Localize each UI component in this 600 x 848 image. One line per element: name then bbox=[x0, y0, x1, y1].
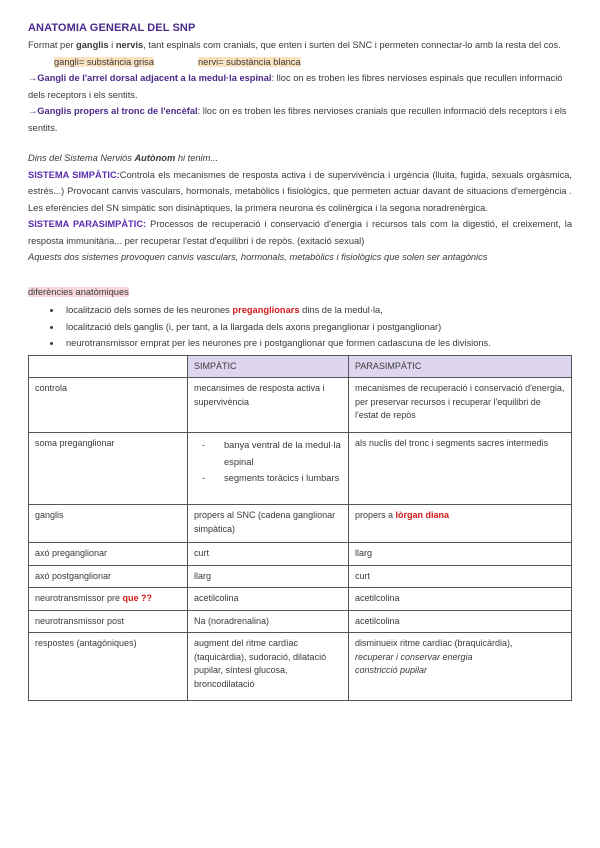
differences-list bbox=[28, 302, 572, 352]
cell-line: constricció pupilar bbox=[355, 665, 428, 675]
highlight-gangli: gangli= substància grisa bbox=[54, 56, 155, 67]
parasimpatic-paragraph bbox=[28, 216, 572, 249]
header-simpatic: SIMPÀTIC bbox=[188, 355, 349, 378]
cell-simpatic: mecansimes de resposta activa i supervivència bbox=[188, 378, 349, 433]
list-item: • localització dels ganglis (i, per tant, a la llargada dels axons preganglionar i postganglionar) bbox=[62, 319, 572, 336]
term-ganglis: ganglis bbox=[76, 40, 109, 50]
bullet-text: dins de la medul·la, bbox=[299, 305, 383, 315]
cell-simpatic: propers al SNC (cadena ganglionar simpàtica) bbox=[188, 505, 349, 543]
parasimpatic-text: Processos de recuperació i conservació d'energia i recursos tals com la digestió, el creixement, la resposta immunitària... per recuperar l'estat d'equilibri i de repòs. (exitació sexual) bbox=[28, 219, 573, 246]
list-item: - banya ventral de la medul·la espinal bbox=[220, 437, 342, 470]
cell-line: disminueix ritme cardíac (braquicàrdia), bbox=[355, 638, 513, 648]
cell-simpatic bbox=[188, 433, 349, 505]
differences-heading: diferències anatòmiques bbox=[28, 286, 129, 297]
parasimpatic-label: SISTEMA PARASIMPÀTIC: bbox=[28, 219, 147, 229]
table-row bbox=[29, 433, 572, 505]
header-empty-cell bbox=[29, 355, 188, 378]
table-header-row bbox=[29, 355, 572, 378]
antagonic-note: Aquests dos sistemes provoquen canvis vasculars, hormonals, metabòlics i fisiològics que solen ser antagònics bbox=[28, 252, 488, 262]
autonom-lead bbox=[28, 150, 572, 167]
row-label: neurotransmissor post bbox=[29, 610, 188, 633]
intro-paragraph bbox=[28, 37, 572, 70]
autonom-lead-text: Dins del Sistema Nerviós bbox=[28, 153, 135, 163]
table-row bbox=[29, 378, 572, 433]
differences-heading-line bbox=[28, 284, 572, 301]
cell-simpatic: acetilcolina bbox=[188, 588, 349, 611]
cell-simpatic: llarg bbox=[188, 565, 349, 588]
list-item: - segments toràcics i lumbars bbox=[220, 470, 342, 487]
row-label: ganglis bbox=[29, 505, 188, 543]
term-nervis: nervis bbox=[115, 40, 144, 50]
table-row bbox=[29, 543, 572, 566]
cell-parasimpatic: curt bbox=[349, 565, 572, 588]
cell-parasimpatic: mecanismes de recuperació i conservació d'energia, per preservar recursos i recuperar l'equilibri de l'estat de repòs bbox=[349, 378, 572, 433]
cell-simpatic: curt bbox=[188, 543, 349, 566]
cell-parasimpatic bbox=[349, 633, 572, 701]
cell-parasimpatic bbox=[349, 505, 572, 543]
simpatic-label: SISTEMA SIMPÀTIC: bbox=[28, 169, 120, 180]
bullet-text: localització dels somes de les neurones bbox=[66, 305, 233, 315]
autonom-lead-text: hi tenim... bbox=[175, 153, 219, 163]
autonom-term: Autònom bbox=[134, 153, 176, 163]
simpatic-paragraph bbox=[28, 167, 572, 217]
cell-parasimpatic: acetilcolina bbox=[349, 610, 572, 633]
table-row bbox=[29, 565, 572, 588]
cell-simpatic: augment del ritme cardíac (taquicàrdia), sudoració, dilatació pupilar, síntesi glucosa, broncodilatació bbox=[188, 633, 349, 701]
list-item bbox=[62, 302, 572, 319]
cell-text: neurotransmissor pre bbox=[35, 593, 123, 603]
intro-text: Format per bbox=[28, 40, 77, 50]
ganglis-tronc-text: : lloc on es troben les fibres nervioses cranials que recullen informació dels receptors i els sentits. bbox=[28, 106, 567, 133]
page-title: ANATOMIA GENERAL DEL SNP bbox=[28, 22, 196, 34]
soma-list bbox=[194, 437, 342, 487]
intro-text: i bbox=[108, 40, 116, 50]
ganglis-tronc-term: →Ganglis propers al tronc de l'encèfal bbox=[28, 106, 198, 116]
table-row bbox=[29, 588, 572, 611]
table-row bbox=[29, 610, 572, 633]
comparison-table bbox=[28, 355, 572, 702]
row-label: soma preganglionar bbox=[29, 433, 188, 505]
intro-text: , tant espinals com cranials, que enten i surten del SNC i permeten connectar-lo amb la resta del cos. bbox=[143, 40, 561, 50]
table-row bbox=[29, 505, 572, 543]
organ-diana-term: lòrgan diana bbox=[395, 510, 450, 520]
simpatic-text: Controla els mecanismes de resposta activa i de supervivència i urgència (lluita, fugida, sexuals orgàsmica, estrés...) Provocant canvis vasculars, hormonals, metabòlics i fisiològics, que permeten actuar davant de situacions d'emergència . Les eferències del SN simpàtic son disinàptiques, la primera neurona és colinèrgica i la segona noradrenèrgica. bbox=[28, 169, 572, 213]
preganglionars-term: preganglionars bbox=[232, 305, 300, 315]
cell-simpatic: Na (noradrenalina) bbox=[188, 610, 349, 633]
cell-text: propers a bbox=[355, 510, 396, 520]
gangli-dorsal-text: : lloc on es troben les fibres nervioses espinals que recullen informació dels receptors i els sentits. bbox=[28, 73, 563, 100]
row-label: controla bbox=[29, 378, 188, 433]
row-label: respostes (antagòniques) bbox=[29, 633, 188, 701]
document-page bbox=[28, 22, 572, 701]
cell-parasimpatic: acetilcolina bbox=[349, 588, 572, 611]
table-row bbox=[29, 633, 572, 701]
cell-line: recuperar i conservar energia bbox=[355, 651, 473, 662]
header-parasimpatic: PARASIMPÀTIC bbox=[349, 355, 572, 378]
row-label bbox=[29, 588, 188, 611]
ganglis-tronc-paragraph bbox=[28, 103, 572, 136]
highlight-nervi: nervi= substància blanca bbox=[198, 56, 301, 67]
row-label: axó postganglionar bbox=[29, 565, 188, 588]
list-item: • neurotransmissor emprat per les neurones pre i postganglionar que formen cadascuna de les divisions. bbox=[62, 335, 572, 352]
gangli-dorsal-term: →Gangli de l'arrel dorsal adjacent a la medul·la espinal bbox=[28, 73, 272, 83]
cell-parasimpatic: als nuclis del tronc i segments sacres intermedis bbox=[349, 433, 572, 505]
gangli-dorsal-paragraph bbox=[28, 70, 572, 103]
cell-parasimpatic: llarg bbox=[349, 543, 572, 566]
question-mark-note: que ?? bbox=[122, 593, 153, 603]
row-label: axó preganglionar bbox=[29, 543, 188, 566]
